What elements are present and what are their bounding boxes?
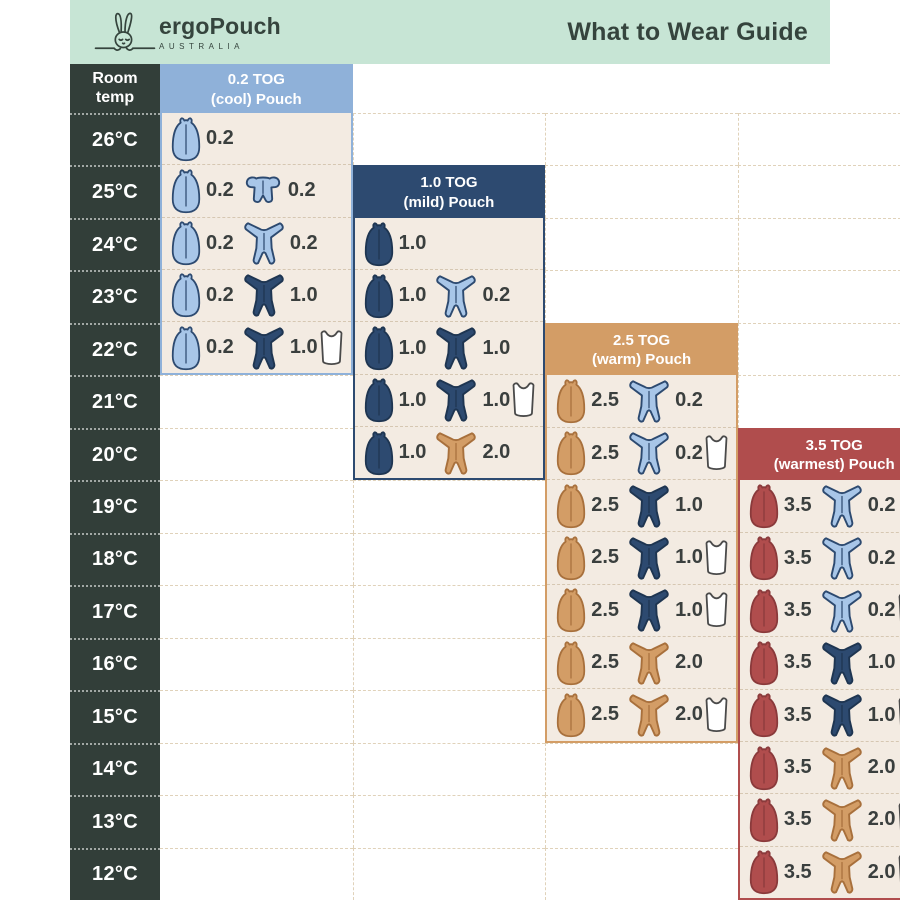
singlet-icon-wrap <box>896 853 900 891</box>
singlet-icon <box>896 801 900 839</box>
pouch-icon <box>555 378 587 424</box>
temp-cell-18c: 18°C <box>70 533 160 585</box>
pouch-icon-wrap <box>170 325 202 371</box>
onesie-icon <box>820 536 864 580</box>
grid-cell <box>160 743 353 795</box>
ergopouch-logo <box>94 9 281 55</box>
panel-row-1.0-tog-mild-pouch-22c <box>355 321 544 373</box>
pouch-icon <box>748 797 780 843</box>
panel-row-2.5-tog-warm-pouch-20c <box>547 427 736 479</box>
pouch-icon-wrap <box>363 273 395 319</box>
panel-title-line1: 3.5 TOG <box>805 436 863 454</box>
garment-tog-value: 1.0 <box>482 388 511 411</box>
pouch-tog-value: 2.5 <box>591 598 620 621</box>
onesie-icon <box>820 693 864 737</box>
pouch-icon-wrap <box>555 587 587 633</box>
panel-2.5-tog-warm-pouch <box>545 323 738 743</box>
grid-cell <box>353 480 546 532</box>
onesie-icon <box>820 641 864 685</box>
temp-cell-17c: 17°C <box>70 585 160 637</box>
onesie-icon <box>434 274 478 318</box>
pouch-icon <box>748 535 780 581</box>
panel-title-line2: (warmest) Pouch <box>773 456 895 474</box>
garment-icon-wrap <box>820 850 864 894</box>
singlet-icon <box>896 853 900 891</box>
garment-tog-value: 0.2 <box>675 441 703 464</box>
grid-cell <box>160 690 353 742</box>
panel-1.0-tog-mild-pouch <box>353 165 546 480</box>
onesie-icon <box>627 484 671 528</box>
temp-cell-21c: 21°C <box>70 375 160 427</box>
singlet-icon <box>703 539 730 577</box>
pouch-tog-value: 3.5 <box>783 599 812 622</box>
garment-icon-wrap <box>627 536 671 580</box>
panel-header-0.2-tog-cool-pouch <box>162 66 351 113</box>
garment-tog-value: 1.0 <box>289 336 318 359</box>
panel-title-line2: (mild) Pouch <box>403 193 495 211</box>
panel-body-3.5-tog-warmest-pouch <box>740 480 900 898</box>
garment-tog-value: 1.0 <box>867 703 896 726</box>
garment-tog-value: 0.2 <box>867 599 896 622</box>
grid-cell <box>545 165 738 217</box>
onesie-icon <box>627 536 671 580</box>
panel-row-3.5-tog-warmest-pouch-17c <box>740 584 900 636</box>
garment-tog-value: 0.2 <box>287 179 316 202</box>
singlet-icon-wrap <box>896 592 900 630</box>
panel-row-2.5-tog-warm-pouch-17c <box>547 584 736 636</box>
pouch-icon-wrap <box>555 430 587 476</box>
grid-cell <box>545 113 738 165</box>
panel-row-3.5-tog-warmest-pouch-12c <box>740 846 900 898</box>
pouch-tog-value: 3.5 <box>783 494 812 517</box>
garment-icon-wrap <box>434 431 478 475</box>
garment-icon-wrap <box>242 221 286 265</box>
onesie-icon <box>627 431 671 475</box>
garment-icon-wrap <box>434 326 478 370</box>
pouch-icon-wrap <box>555 535 587 581</box>
temp-cell-12c: 12°C <box>70 848 160 900</box>
grid-cell <box>738 218 900 270</box>
pouch-tog-value: 1.0 <box>398 336 427 359</box>
pouch-icon-wrap <box>748 797 780 843</box>
panel-title-line1: 0.2 TOG <box>227 71 285 88</box>
pouch-icon <box>363 430 395 476</box>
panel-body-0.2-tog-cool-pouch <box>162 113 351 373</box>
pouch-icon <box>748 692 780 738</box>
grid-cell <box>160 428 353 480</box>
temp-cell-15c: 15°C <box>70 690 160 742</box>
pouch-icon <box>555 640 587 686</box>
garment-tog-value: 0.2 <box>675 389 703 412</box>
panel-row-2.5-tog-warm-pouch-18c <box>547 531 736 583</box>
singlet-icon-wrap <box>703 434 730 472</box>
onesie-icon <box>242 326 286 370</box>
garment-icon-wrap <box>820 693 864 737</box>
garment-icon-wrap <box>627 431 671 475</box>
temp-cell-22c: 22°C <box>70 323 160 375</box>
garment-icon-wrap <box>820 536 864 580</box>
grid-cell <box>160 585 353 637</box>
panel-row-3.5-tog-warmest-pouch-13c <box>740 793 900 845</box>
grid-cell <box>738 375 900 427</box>
panel-row-2.5-tog-warm-pouch-19c <box>547 479 736 531</box>
pouch-icon <box>170 220 202 266</box>
panel-3.5-tog-warmest-pouch <box>738 428 900 900</box>
pouch-tog-value: 0.2 <box>206 336 234 359</box>
pouch-icon <box>170 272 202 318</box>
grid-cell <box>160 848 353 900</box>
grid-cell <box>353 638 546 690</box>
grid-cell <box>545 743 738 795</box>
pouch-icon-wrap <box>748 588 780 634</box>
pouch-icon <box>748 588 780 634</box>
pouch-icon <box>555 430 587 476</box>
panel-row-0.2-tog-cool-pouch-25c <box>162 164 351 216</box>
pouch-tog-value: 1.0 <box>398 388 427 411</box>
garment-icon-wrap <box>820 746 864 790</box>
pouch-icon <box>363 221 395 267</box>
pouch-icon <box>170 116 202 162</box>
garment-icon-wrap <box>627 693 671 737</box>
panel-row-2.5-tog-warm-pouch-15c <box>547 688 736 740</box>
garment-tog-value: 2.0 <box>675 703 703 726</box>
grid-cell <box>353 113 546 165</box>
onesie-icon <box>627 641 671 685</box>
pouch-tog-value: 0.2 <box>206 231 234 254</box>
temp-cell-24c: 24°C <box>70 218 160 270</box>
pouch-icon <box>748 849 780 895</box>
pouch-icon-wrap <box>363 325 395 371</box>
singlet-icon-wrap <box>318 329 345 367</box>
temp-cell-16c: 16°C <box>70 638 160 690</box>
pouch-icon-wrap <box>748 849 780 895</box>
garment-icon-wrap <box>627 484 671 528</box>
header-bar <box>70 0 830 64</box>
singlet-icon-wrap <box>703 591 730 629</box>
pouch-tog-value: 0.2 <box>206 283 234 306</box>
panel-row-0.2-tog-cool-pouch-26c <box>162 113 351 164</box>
pouch-icon <box>555 483 587 529</box>
garment-tog-value: 1.0 <box>482 336 511 359</box>
pouch-icon-wrap <box>363 377 395 423</box>
garment-tog-value: 2.0 <box>482 441 511 464</box>
onesie-icon <box>627 588 671 632</box>
garment-icon-wrap <box>627 588 671 632</box>
pouch-icon <box>748 483 780 529</box>
pouch-icon <box>555 535 587 581</box>
singlet-icon-wrap <box>703 696 730 734</box>
pouch-tog-value: 3.5 <box>783 756 812 779</box>
singlet-icon-wrap <box>510 381 537 419</box>
singlet-icon-wrap <box>896 801 900 839</box>
pouch-icon <box>748 640 780 686</box>
panel-row-1.0-tog-mild-pouch-21c <box>355 374 544 426</box>
pouch-tog-value: 2.5 <box>591 651 620 674</box>
garment-icon-wrap <box>820 798 864 842</box>
garment-icon-wrap <box>434 274 478 318</box>
grid-cell <box>545 218 738 270</box>
panel-header-3.5-tog-warmest-pouch <box>740 430 900 480</box>
grid-cell <box>545 795 738 847</box>
panel-row-3.5-tog-warmest-pouch-16c <box>740 636 900 688</box>
garment-tog-value: 0.2 <box>867 546 896 569</box>
temp-column-header <box>70 64 160 113</box>
onesie-icon <box>434 326 478 370</box>
grid-cell <box>160 375 353 427</box>
panel-row-1.0-tog-mild-pouch-23c <box>355 269 544 321</box>
pouch-tog-value: 1.0 <box>398 441 427 464</box>
brand-country: AUSTRALIA <box>159 42 244 51</box>
grid-cell <box>738 165 900 217</box>
garment-tog-value: 2.0 <box>867 860 896 883</box>
grid-cell <box>160 533 353 585</box>
romper-short-icon <box>242 175 284 206</box>
panel-title-line1: 2.5 TOG <box>612 331 671 349</box>
pouch-tog-value: 0.2 <box>206 127 234 150</box>
pouch-icon <box>170 325 202 371</box>
onesie-icon <box>820 746 864 790</box>
garment-tog-value: 1.0 <box>289 283 318 306</box>
bunny-logo-icon <box>94 9 156 55</box>
pouch-icon-wrap <box>363 430 395 476</box>
grid-cell <box>353 848 546 900</box>
panel-row-3.5-tog-warmest-pouch-18c <box>740 532 900 584</box>
pouch-tog-value: 3.5 <box>783 546 812 569</box>
garment-tog-value: 1.0 <box>675 494 703 517</box>
pouch-icon-wrap <box>748 535 780 581</box>
pouch-tog-value: 1.0 <box>398 232 427 255</box>
garment-tog-value: 0.2 <box>289 231 318 254</box>
panel-row-0.2-tog-cool-pouch-22c <box>162 321 351 373</box>
garment-tog-value: 1.0 <box>867 651 896 674</box>
singlet-icon <box>318 329 345 367</box>
pouch-icon <box>363 273 395 319</box>
garment-icon-wrap <box>820 589 864 633</box>
pouch-icon-wrap <box>555 378 587 424</box>
grid-cell <box>353 690 546 742</box>
pouch-tog-value: 1.0 <box>398 284 427 307</box>
panel-row-0.2-tog-cool-pouch-23c <box>162 269 351 321</box>
temp-header-line1: Room <box>92 70 138 88</box>
pouch-icon <box>555 692 587 738</box>
garment-icon-wrap <box>242 326 286 370</box>
onesie-icon <box>820 850 864 894</box>
panel-row-2.5-tog-warm-pouch-21c <box>547 375 736 426</box>
pouch-icon-wrap <box>170 168 202 214</box>
grid-cell <box>353 533 546 585</box>
panel-header-1.0-tog-mild-pouch <box>355 167 544 217</box>
pouch-tog-value: 2.5 <box>591 441 620 464</box>
singlet-icon-wrap <box>896 696 900 734</box>
panel-row-1.0-tog-mild-pouch-24c <box>355 218 544 269</box>
grid-cell <box>353 795 546 847</box>
panel-title-line2: (warm) Pouch <box>591 351 692 369</box>
grid-cell <box>160 638 353 690</box>
panel-0.2-tog-cool-pouch <box>160 64 353 375</box>
singlet-icon-wrap <box>703 539 730 577</box>
grid-cell <box>353 585 546 637</box>
grid-cell <box>160 795 353 847</box>
pouch-icon-wrap <box>170 272 202 318</box>
temp-rows <box>70 113 160 900</box>
onesie-icon <box>627 693 671 737</box>
pouch-tog-value: 3.5 <box>783 860 812 883</box>
garment-icon-wrap <box>627 641 671 685</box>
singlet-icon <box>510 381 537 419</box>
grid-cell <box>160 480 353 532</box>
panel-body-2.5-tog-warm-pouch <box>547 375 736 740</box>
panel-header-2.5-tog-warm-pouch <box>547 325 736 375</box>
onesie-icon <box>820 589 864 633</box>
panel-body-1.0-tog-mild-pouch <box>355 218 544 478</box>
panel-title-line2: (cool) Pouch <box>210 90 302 108</box>
grid-cell <box>545 270 738 322</box>
panel-title-line1: 1.0 TOG <box>420 174 478 192</box>
guide-board <box>70 64 896 900</box>
temp-cell-23c: 23°C <box>70 270 160 322</box>
garment-tog-value: 0.2 <box>867 494 896 517</box>
singlet-icon <box>703 434 730 472</box>
pouch-icon-wrap <box>555 692 587 738</box>
panel-row-1.0-tog-mild-pouch-20c <box>355 426 544 478</box>
pouch-tog-value: 2.5 <box>591 494 620 517</box>
onesie-icon <box>434 378 478 422</box>
garment-icon-wrap <box>242 273 286 317</box>
onesie-icon <box>242 273 286 317</box>
garment-tog-value: 2.0 <box>867 756 896 779</box>
onesie-icon <box>820 798 864 842</box>
garment-icon-wrap <box>820 484 864 528</box>
pouch-icon <box>555 587 587 633</box>
onesie-icon <box>434 431 478 475</box>
onesie-icon <box>820 484 864 528</box>
garment-tog-value: 2.0 <box>867 808 896 831</box>
temp-cell-19c: 19°C <box>70 480 160 532</box>
grid-cell <box>545 848 738 900</box>
onesie-icon <box>627 379 671 423</box>
garment-icon-wrap <box>820 641 864 685</box>
garment-tog-value: 1.0 <box>675 546 703 569</box>
temp-header-line2: temp <box>95 88 135 106</box>
pouch-tog-value: 3.5 <box>783 808 812 831</box>
pouch-tog-value: 0.2 <box>206 179 234 202</box>
temp-cell-14c: 14°C <box>70 743 160 795</box>
singlet-icon <box>703 591 730 629</box>
garment-icon-wrap <box>434 378 478 422</box>
singlet-icon <box>896 696 900 734</box>
pouch-icon-wrap <box>555 483 587 529</box>
pouch-icon-wrap <box>170 116 202 162</box>
grid-cell <box>738 270 900 322</box>
panel-row-3.5-tog-warmest-pouch-19c <box>740 480 900 531</box>
singlet-icon <box>896 592 900 630</box>
pouch-icon <box>363 377 395 423</box>
temp-cell-25c: 25°C <box>70 165 160 217</box>
singlet-icon <box>703 696 730 734</box>
brand-name: ergoPouch <box>159 13 281 39</box>
garment-icon-wrap <box>242 175 284 206</box>
pouch-icon <box>363 325 395 371</box>
temp-cell-20c: 20°C <box>70 428 160 480</box>
panel-row-3.5-tog-warmest-pouch-14c <box>740 741 900 793</box>
pouch-icon-wrap <box>748 483 780 529</box>
pouch-icon <box>748 745 780 791</box>
temp-column <box>70 64 160 900</box>
pouch-icon <box>170 168 202 214</box>
logo-text <box>159 13 281 51</box>
pouch-icon-wrap <box>170 220 202 266</box>
garment-tog-value: 1.0 <box>675 598 703 621</box>
grid-cell <box>738 113 900 165</box>
pouch-tog-value: 2.5 <box>591 703 620 726</box>
page-title: What to Wear Guide <box>567 17 808 46</box>
pouch-icon-wrap <box>555 640 587 686</box>
pouch-tog-value: 2.5 <box>591 546 620 569</box>
temp-cell-26c: 26°C <box>70 113 160 165</box>
pouch-icon-wrap <box>748 640 780 686</box>
panel-row-2.5-tog-warm-pouch-16c <box>547 636 736 688</box>
garment-icon-wrap <box>627 379 671 423</box>
grid-cell <box>353 743 546 795</box>
garment-tog-value: 2.0 <box>675 651 703 674</box>
garment-tog-value: 0.2 <box>482 284 511 307</box>
pouch-tog-value: 3.5 <box>783 651 812 674</box>
panel-row-3.5-tog-warmest-pouch-15c <box>740 689 900 741</box>
grid-cell <box>738 323 900 375</box>
pouch-icon-wrap <box>748 745 780 791</box>
pouch-icon-wrap <box>748 692 780 738</box>
pouch-tog-value: 3.5 <box>783 703 812 726</box>
panel-row-0.2-tog-cool-pouch-24c <box>162 217 351 269</box>
pouch-tog-value: 2.5 <box>591 389 620 412</box>
temp-cell-13c: 13°C <box>70 795 160 847</box>
onesie-icon <box>242 221 286 265</box>
pouch-icon-wrap <box>363 221 395 267</box>
